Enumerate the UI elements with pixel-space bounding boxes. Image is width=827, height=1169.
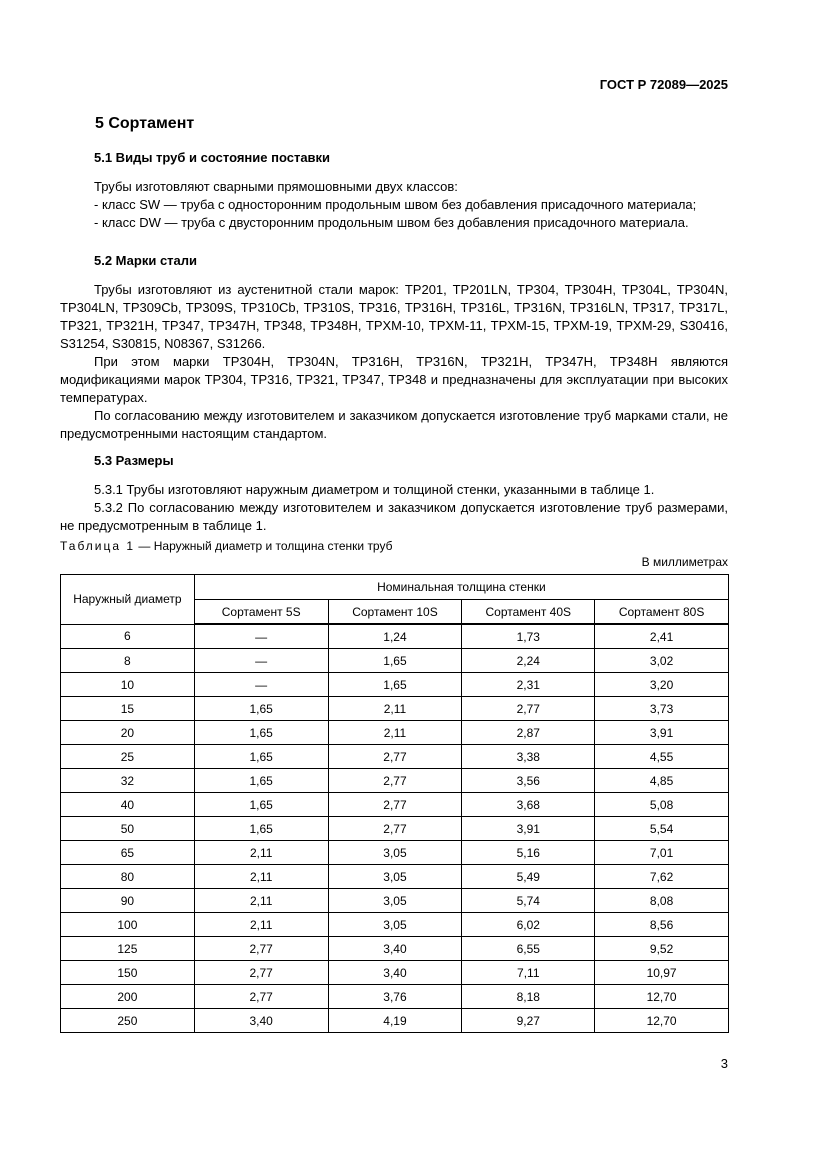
- cell-diameter: 25: [61, 745, 195, 769]
- cell-diameter: 100: [61, 913, 195, 937]
- table-row: [61, 697, 729, 721]
- cell-thickness: 2,41: [595, 624, 729, 649]
- cell-thickness: —: [194, 673, 328, 697]
- table-body: [61, 624, 729, 1033]
- cell-thickness: 1,24: [328, 624, 462, 649]
- cell-thickness: 3,40: [328, 937, 462, 961]
- cell-diameter: 15: [61, 697, 195, 721]
- table-row: [61, 649, 729, 673]
- cell-thickness: 5,49: [462, 865, 595, 889]
- cell-thickness: 2,77: [194, 937, 328, 961]
- cell-diameter: 65: [61, 841, 195, 865]
- cell-thickness: 8,56: [595, 913, 729, 937]
- cell-thickness: 2,24: [462, 649, 595, 673]
- table-row: [61, 937, 729, 961]
- cell-diameter: 8: [61, 649, 195, 673]
- paragraph: Трубы изготовляют сварными прямошовными двух классов:: [94, 179, 458, 194]
- cell-thickness: 6,55: [462, 937, 595, 961]
- paragraph: По согласованию между изготовителем и заказчиком допускается изготовление труб марками стали, не предусмотренными настоящим стандартом.: [60, 408, 728, 441]
- cell-thickness: 3,05: [328, 841, 462, 865]
- cell-thickness: 2,11: [328, 721, 462, 745]
- cell-thickness: 5,74: [462, 889, 595, 913]
- list-item: - класс DW — труба с двусторонним продольным швом без добавления присадочного материала.: [94, 215, 689, 230]
- list-item: - класс SW — труба с односторонним продольным швом без добавления присадочного материала;: [94, 197, 697, 212]
- cell-diameter: 80: [61, 865, 195, 889]
- cell-diameter: 125: [61, 937, 195, 961]
- cell-thickness: 1,65: [194, 817, 328, 841]
- paragraph: 5.3.1 Трубы изготовляют наружным диаметром и толщиной стенки, указанными в таблице 1.: [94, 482, 655, 497]
- table-row: [61, 889, 729, 913]
- cell-thickness: 4,55: [595, 745, 729, 769]
- cell-thickness: 3,76: [328, 985, 462, 1009]
- cell-thickness: 5,08: [595, 793, 729, 817]
- column-header: Сортамент 80S: [595, 600, 729, 625]
- cell-diameter: 150: [61, 961, 195, 985]
- cell-thickness: 2,77: [328, 817, 462, 841]
- section-title: 5 Сортамент: [95, 115, 195, 132]
- subsection-5-3: [60, 453, 728, 535]
- cell-thickness: 7,62: [595, 865, 729, 889]
- cell-thickness: 2,11: [328, 697, 462, 721]
- cell-thickness: —: [194, 649, 328, 673]
- table-row: [61, 745, 729, 769]
- cell-thickness: 4,19: [328, 1009, 462, 1033]
- cell-thickness: 3,20: [595, 673, 729, 697]
- table-row: [61, 985, 729, 1009]
- cell-thickness: 3,05: [328, 889, 462, 913]
- subsection-title: 5.1 Виды труб и состояние поставки: [94, 150, 331, 165]
- cell-thickness: 1,65: [194, 697, 328, 721]
- cell-thickness: 3,40: [328, 961, 462, 985]
- cell-thickness: 2,77: [462, 697, 595, 721]
- cell-thickness: 5,54: [595, 817, 729, 841]
- standard-number: ГОСТ Р 72089—2025: [599, 77, 728, 92]
- cell-diameter: 32: [61, 769, 195, 793]
- cell-diameter: 250: [61, 1009, 195, 1033]
- cell-thickness: 7,11: [462, 961, 595, 985]
- cell-thickness: 3,05: [328, 913, 462, 937]
- cell-thickness: 2,87: [462, 721, 595, 745]
- cell-thickness: —: [194, 624, 328, 649]
- cell-thickness: 1,65: [194, 745, 328, 769]
- cell-thickness: 1,65: [328, 673, 462, 697]
- table-row: [61, 1009, 729, 1033]
- cell-thickness: 3,73: [595, 697, 729, 721]
- cell-thickness: 8,08: [595, 889, 729, 913]
- table-title: — Наружный диаметр и толщина стенки труб: [135, 539, 393, 553]
- cell-diameter: 200: [61, 985, 195, 1009]
- cell-thickness: 2,77: [328, 769, 462, 793]
- cell-thickness: 10,97: [595, 961, 729, 985]
- cell-thickness: 12,70: [595, 1009, 729, 1033]
- table-row: [61, 913, 729, 937]
- table-row: [61, 817, 729, 841]
- cell-thickness: 4,85: [595, 769, 729, 793]
- subsection-title: 5.3 Размеры: [94, 453, 174, 468]
- table-row: [61, 673, 729, 697]
- column-group-header: Номинальная толщина стенки: [194, 575, 728, 600]
- cell-thickness: 2,77: [194, 961, 328, 985]
- cell-thickness: 1,65: [194, 721, 328, 745]
- cell-diameter: 20: [61, 721, 195, 745]
- cell-thickness: 5,16: [462, 841, 595, 865]
- cell-thickness: 8,18: [462, 985, 595, 1009]
- cell-thickness: 3,02: [595, 649, 729, 673]
- cell-thickness: 2,77: [328, 745, 462, 769]
- table-row: [61, 865, 729, 889]
- cell-thickness: 9,52: [595, 937, 729, 961]
- cell-thickness: 3,91: [595, 721, 729, 745]
- subsection-title: 5.2 Марки стали: [94, 253, 198, 268]
- cell-diameter: 10: [61, 673, 195, 697]
- table-caption: [60, 539, 392, 553]
- column-header: Сортамент 10S: [328, 600, 462, 625]
- page-number: 3: [720, 1056, 728, 1071]
- cell-thickness: 2,11: [194, 841, 328, 865]
- paragraph: Трубы изготовляют из аустенитной стали марок: TP201, TP201LN, TP304, TP304H, TP304L, TP304N, TP304LN, TP309Cb, TP309S, TP310Cb, TP310S, TP316, TP316H, TP316L, TP316N, TP316LN, TP317, TP317L, TP321, TP321H, TP347, TP347H, TP348, TP348H, TPXM-10, TPXM-11, TPXM-15, TPXM-19, TPXM-29, S30416, S31254, S30815, N08367, S31266.: [60, 282, 728, 351]
- cell-thickness: 3,40: [194, 1009, 328, 1033]
- cell-thickness: 7,01: [595, 841, 729, 865]
- cell-thickness: 1,65: [328, 649, 462, 673]
- cell-diameter: 40: [61, 793, 195, 817]
- cell-thickness: 1,65: [194, 793, 328, 817]
- table-row: [61, 793, 729, 817]
- table-row: [61, 961, 729, 985]
- cell-thickness: 3,91: [462, 817, 595, 841]
- table-label: Таблица 1: [60, 539, 136, 553]
- cell-thickness: 3,56: [462, 769, 595, 793]
- table-row: [61, 624, 729, 649]
- column-header: Сортамент 5S: [194, 600, 328, 625]
- cell-thickness: 1,65: [194, 769, 328, 793]
- cell-thickness: 12,70: [595, 985, 729, 1009]
- cell-diameter: 50: [61, 817, 195, 841]
- cell-diameter: 90: [61, 889, 195, 913]
- cell-thickness: 2,31: [462, 673, 595, 697]
- cell-thickness: 2,11: [194, 913, 328, 937]
- dimensions-table: [60, 574, 729, 1033]
- cell-thickness: 2,77: [194, 985, 328, 1009]
- cell-thickness: 1,73: [462, 624, 595, 649]
- column-header: Сортамент 40S: [462, 600, 595, 625]
- cell-thickness: 2,77: [328, 793, 462, 817]
- column-header-diameter: Наружный диаметр: [61, 575, 195, 625]
- table-row: [61, 841, 729, 865]
- table-row: [61, 769, 729, 793]
- cell-thickness: 2,11: [194, 865, 328, 889]
- paragraph: 5.3.2 По согласованию между изготовителем и заказчиком допускается изготовление труб размерами, не предусмотренным в таблице 1.: [60, 500, 728, 533]
- subsection-5-2: [60, 253, 728, 443]
- table-row: [61, 721, 729, 745]
- cell-diameter: 6: [61, 624, 195, 649]
- cell-thickness: 3,05: [328, 865, 462, 889]
- table-units: В миллиметрах: [641, 555, 728, 569]
- cell-thickness: 9,27: [462, 1009, 595, 1033]
- cell-thickness: 6,02: [462, 913, 595, 937]
- cell-thickness: 3,38: [462, 745, 595, 769]
- cell-thickness: 3,68: [462, 793, 595, 817]
- paragraph: При этом марки TP304H, TP304N, TP316H, TP316N, TP321H, TP347H, TP348H являются модификациями марок TP304, TP316, TP321, TP347, TP348 и предназначены для эксплуатации при высоких температурах.: [60, 354, 728, 405]
- cell-thickness: 2,11: [194, 889, 328, 913]
- subsection-5-1: [60, 150, 728, 232]
